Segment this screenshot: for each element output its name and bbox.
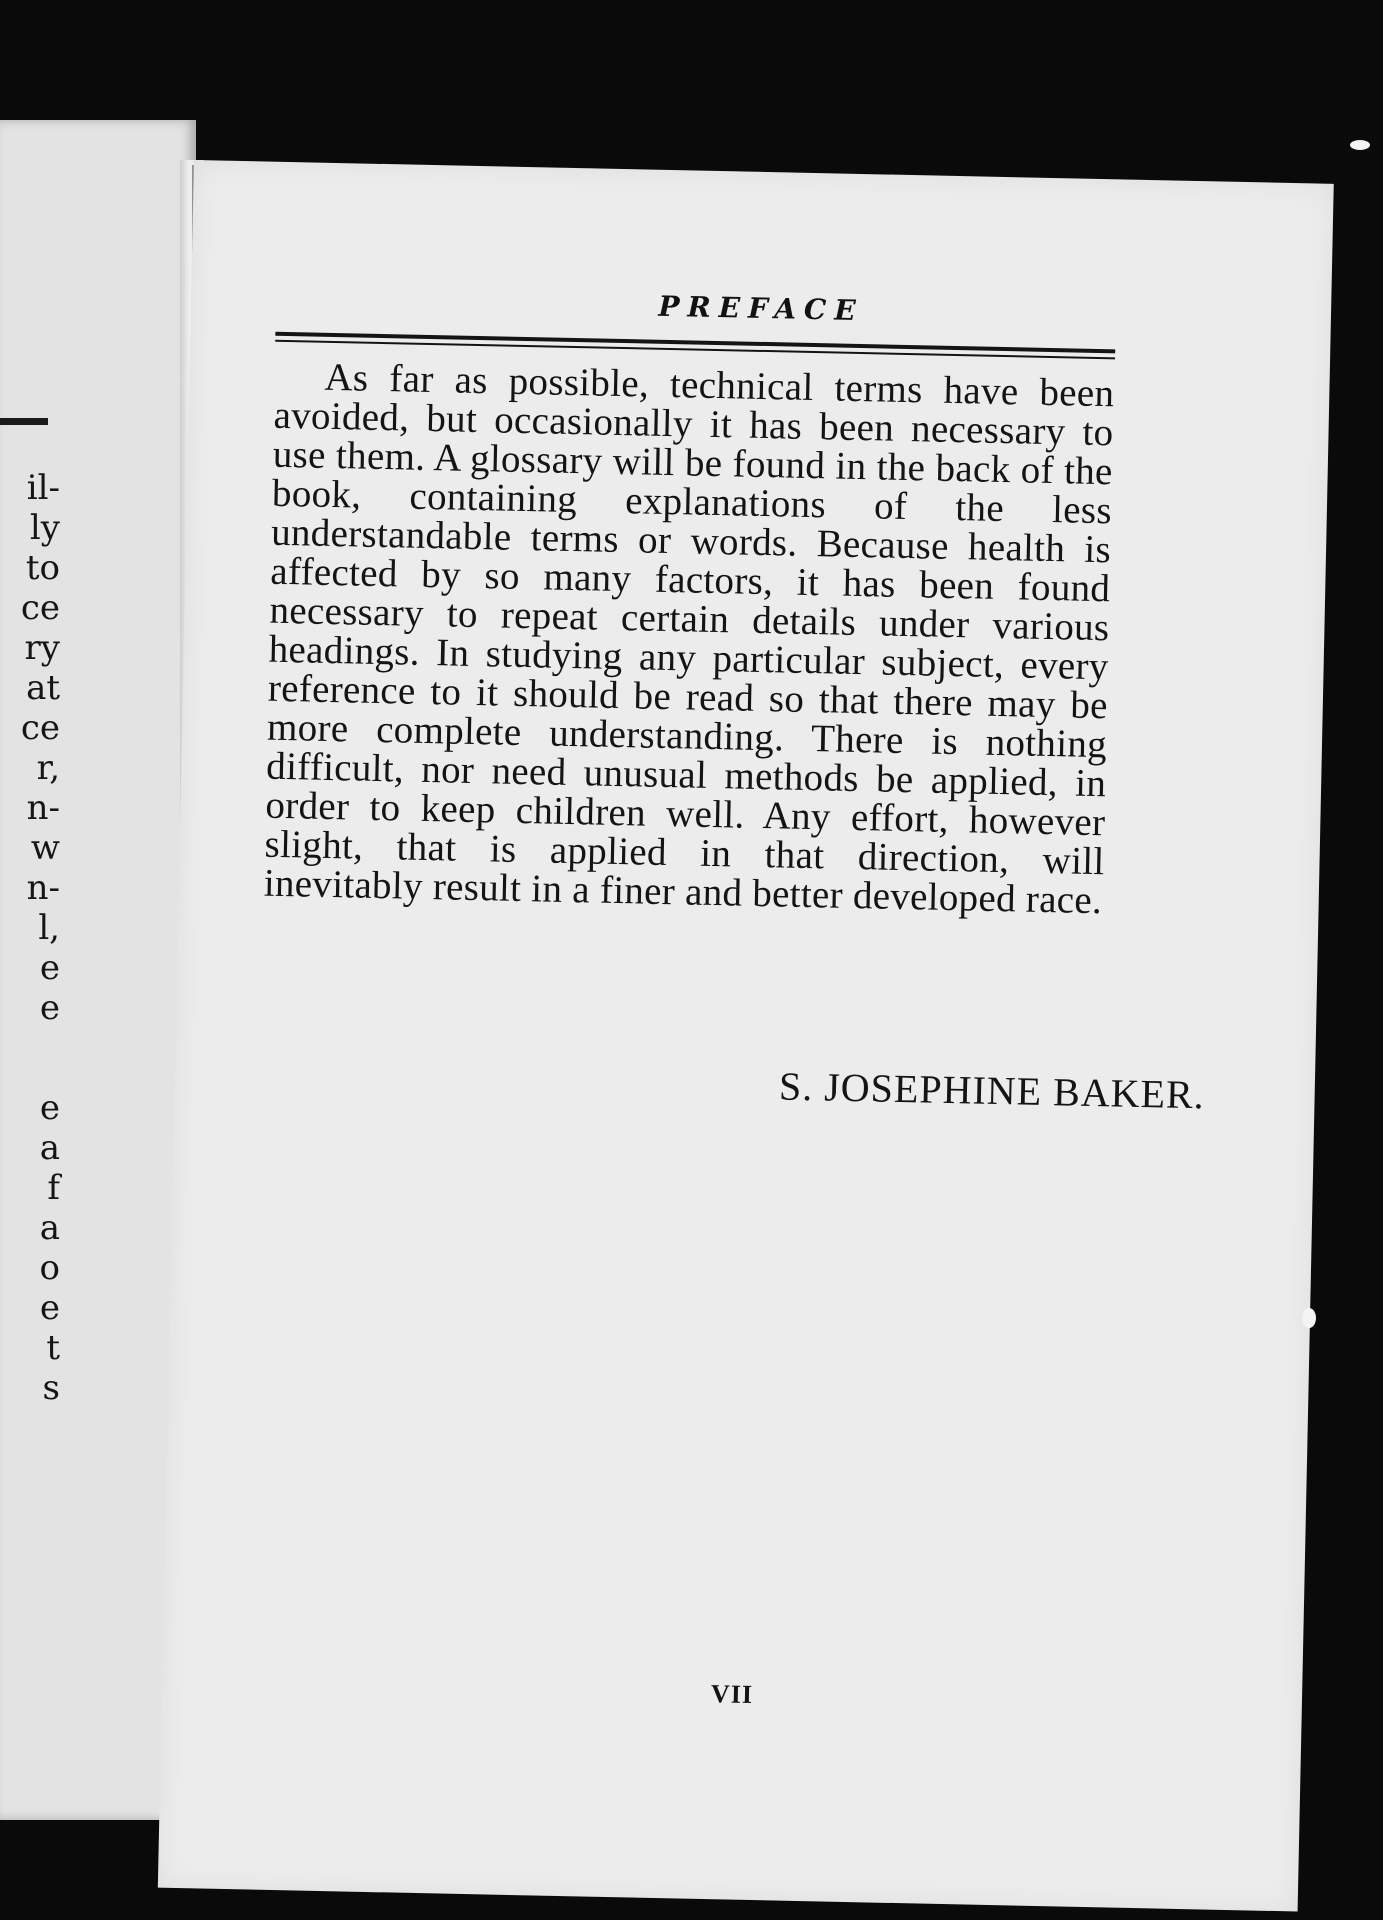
left-page-text-fragments — [0, 468, 60, 1408]
left-fragment: a — [39, 1208, 60, 1248]
light-speck — [1350, 140, 1370, 150]
left-fragment: to — [25, 548, 60, 588]
right-page — [158, 160, 1334, 1911]
left-fragment: e — [39, 948, 60, 988]
left-fragment: f — [47, 1168, 60, 1208]
left-fragment: e — [39, 1088, 60, 1128]
left-fragment: il- — [26, 468, 60, 508]
left-fragment: w — [30, 828, 60, 868]
left-fragment: ce — [20, 588, 60, 628]
paragraph-gap — [0, 1028, 60, 1088]
left-fragment: e — [39, 1288, 60, 1328]
left-fragment: l, — [38, 908, 60, 948]
page-number: VII — [710, 1679, 754, 1710]
left-fragment: ly — [29, 508, 60, 548]
preface-paragraph: As far as possible, technical terms have been avoided, but occasionally it has been necessary to use them. A glossary will be found in the back of the book, containing explanations of the less understandable terms or words. Because health is affected by so many factors, it has been found necessary to repeat certain details under various headings. In studying any particular subject, every reference to it should be read so that there may be more complete understanding. There is nothing difficult, nor need unusual methods be applied, in order to keep children well. Any effort, however slight, that is applied in that direction, will inevitably result in a finer and better developed race. — [263, 355, 1115, 923]
left-fragment: r, — [36, 748, 60, 788]
running-head: PREFACE — [658, 289, 864, 328]
light-speck — [1302, 1308, 1316, 1328]
left-fragment: n- — [26, 788, 60, 828]
left-fragment: ce — [20, 708, 60, 748]
left-fragment: n- — [26, 868, 60, 908]
left-fragment: e — [39, 988, 60, 1028]
left-fragment: t — [46, 1328, 60, 1368]
author-signature: S. JOSEPHINE BAKER. — [778, 1063, 1206, 1118]
left-fragment: o — [39, 1248, 60, 1288]
left-fragment: at — [26, 668, 60, 708]
left-fragment: a — [39, 1128, 60, 1168]
left-fragment: s — [42, 1368, 60, 1408]
left-fragment: ry — [24, 628, 60, 668]
left-page-rule — [0, 418, 48, 425]
